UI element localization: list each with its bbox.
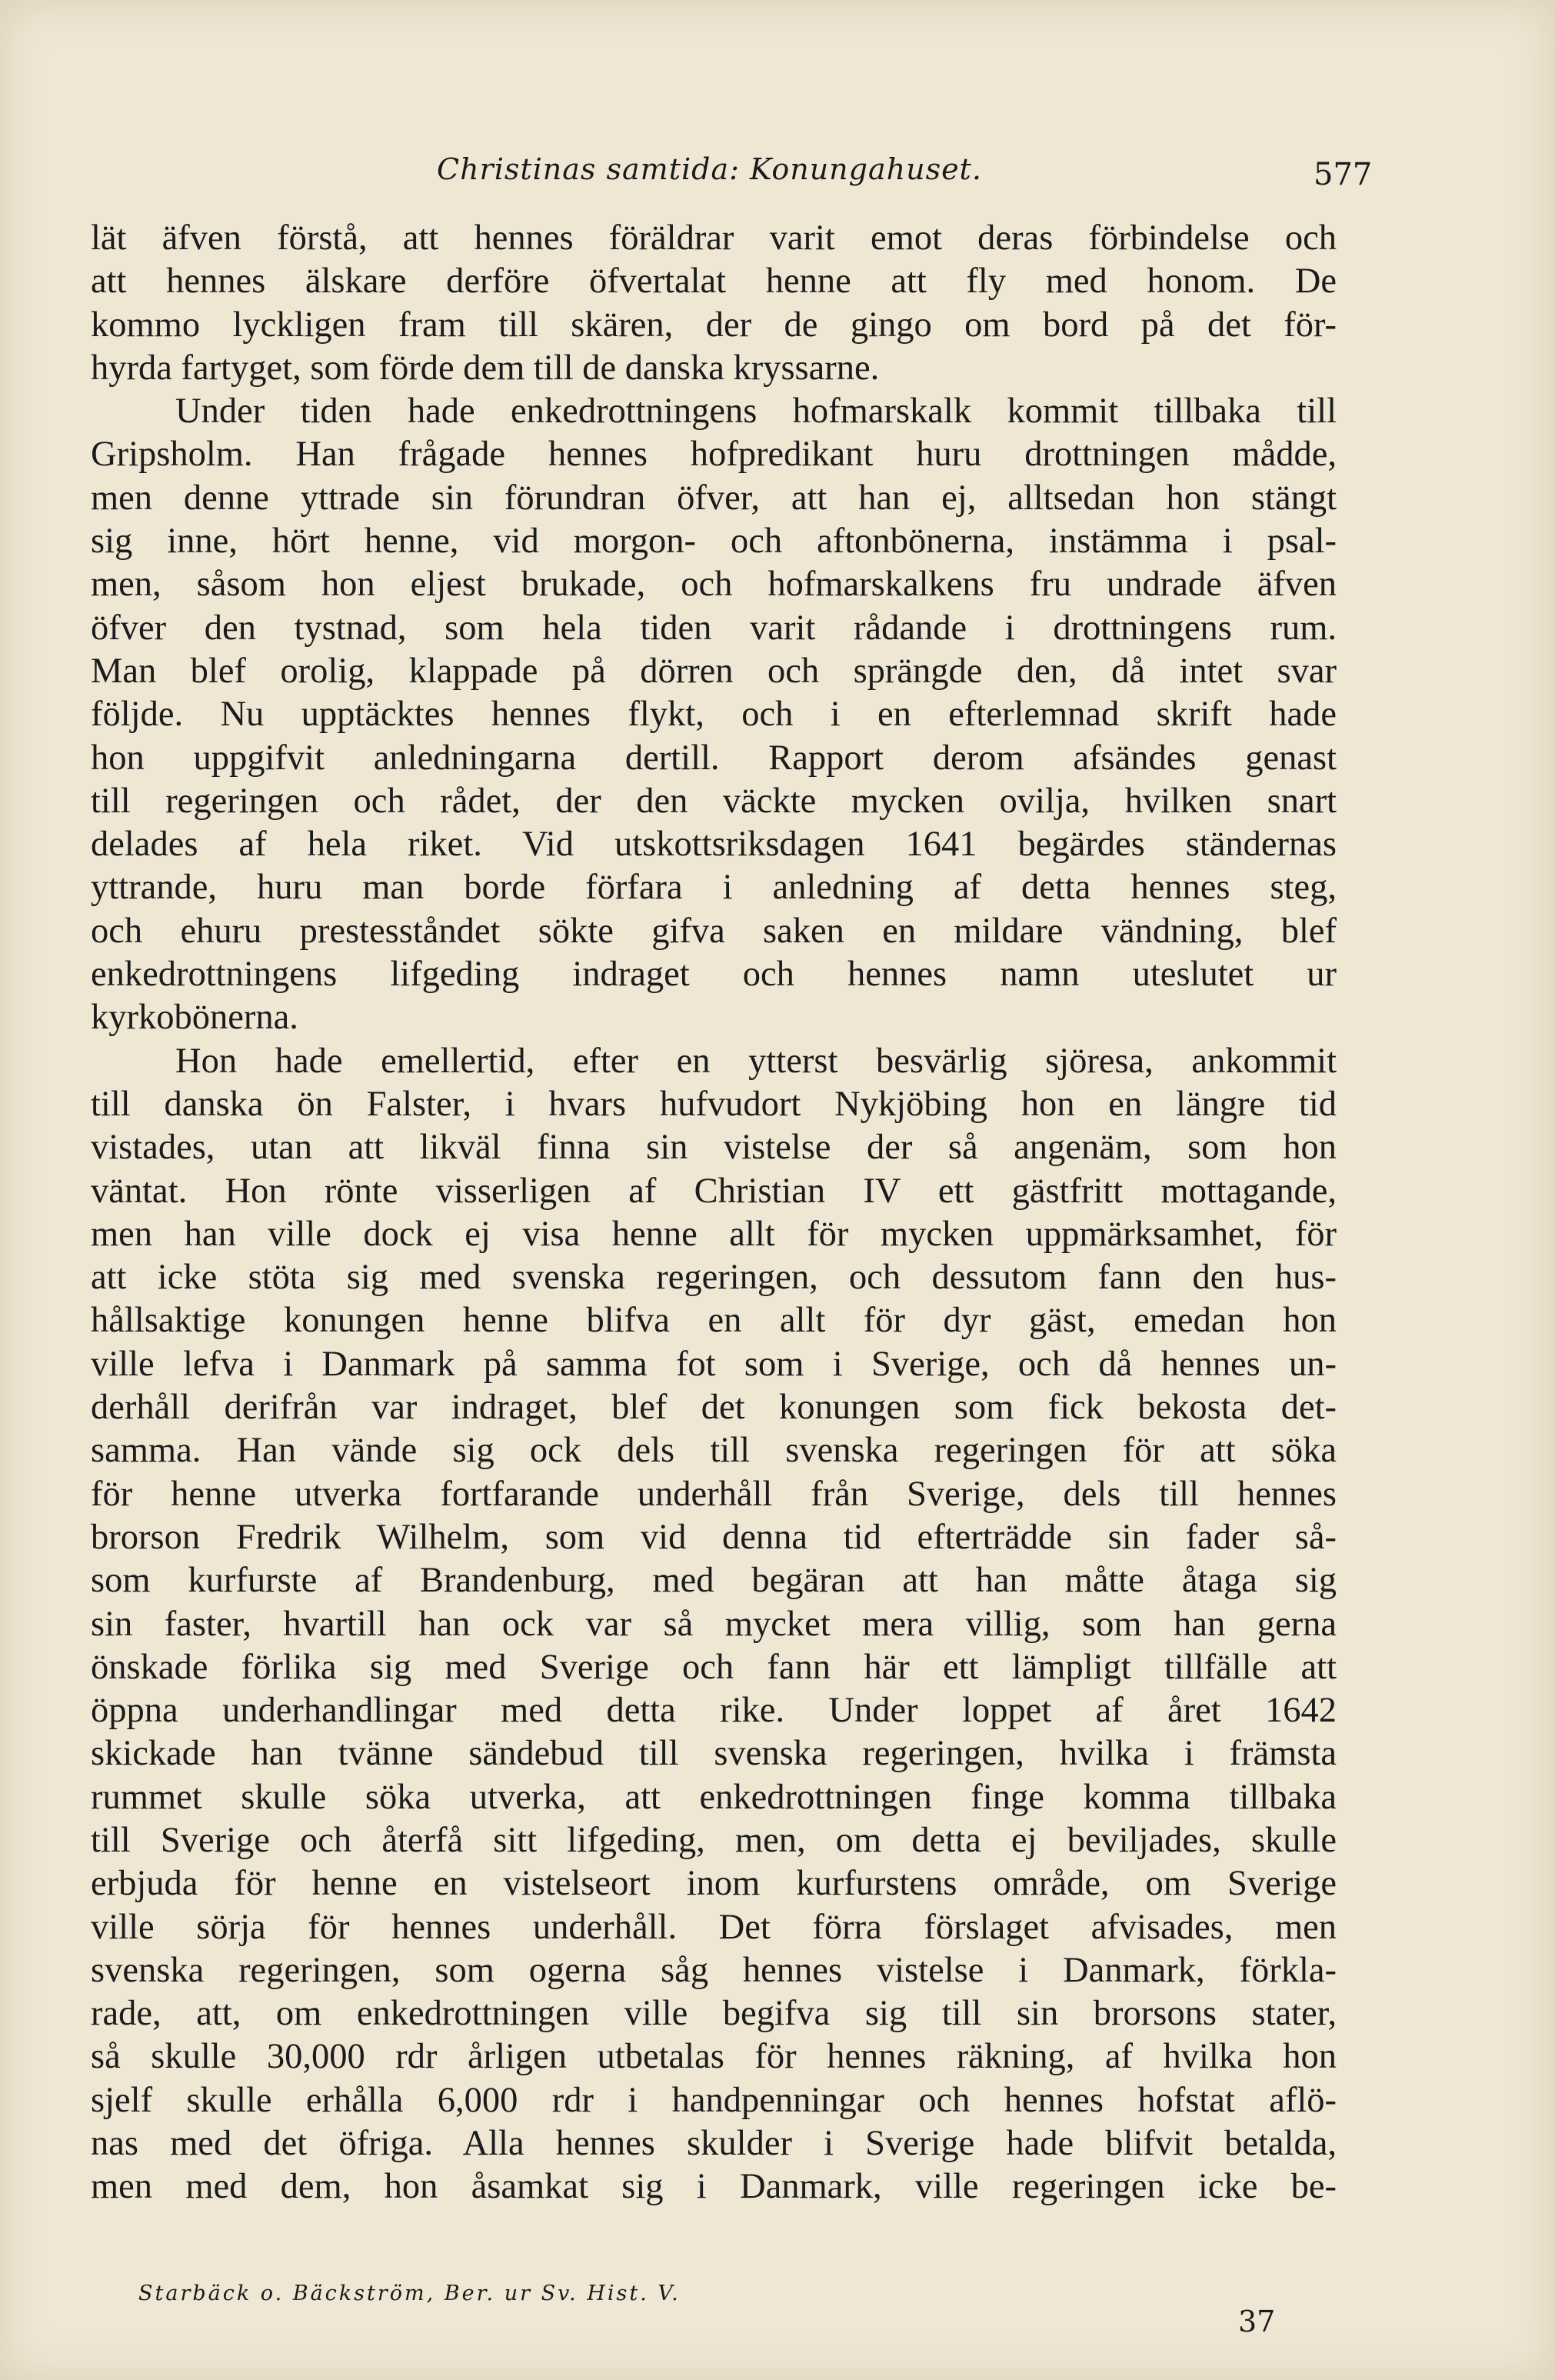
text-line: till Sverige och återfå sitt lifgeding, men, om detta ej beviljades, skulle [91, 1820, 1337, 1860]
text-line: men han ville dock ej visa henne allt för mycken uppmärksamhet, för [91, 1214, 1337, 1254]
text-line: Hon hade emellertid, efter en ytterst besvärlig sjöresa, ankommit [175, 1041, 1337, 1081]
text-line: hållsaktige konungen henne blifva en allt för dyr gäst, emedan hon [91, 1301, 1337, 1341]
text-line: rade, att, om enkedrottningen ville begifva sig till sin brorsons stater, [91, 1994, 1337, 2034]
text-line: delades af hela riket. Vid utskottsriksdagen 1641 begärdes ständernas [91, 825, 1337, 865]
text-line: Gripsholm. Han frågade hennes hofpredikant huru drottningen mådde, [91, 435, 1337, 475]
text-line: yttrande, huru man borde förfara i anledning af detta hennes steg, [91, 868, 1337, 908]
signature-mark: 37 [1238, 2305, 1276, 2338]
text-line: vistades, utan att likväl finna sin vistelse der så angenäm, som hon [91, 1128, 1337, 1168]
footer-reference: Starbäck o. Bäckström, Ber. ur Sv. Hist. V. [138, 2282, 681, 2305]
text-line: ville lefva i Danmark på samma fot som i Sverige, och då hennes un- [91, 1344, 1337, 1384]
text-line: följde. Nu upptäcktes hennes flykt, och i en efterlemnad skrift hade [91, 695, 1337, 735]
text-line: Man blef orolig, klappade på dörren och sprängde den, då intet svar [91, 651, 1337, 691]
text-line: att hennes älskare derföre öfvertalat henne att fly med honom. De [91, 262, 1337, 302]
page-footer [138, 2282, 1284, 2351]
text-line: till regeringen och rådet, der den väckte mycken ovilja, hvilken snart [91, 781, 1337, 821]
text-line: enkedrottningens lifgeding indraget och hennes namn uteslutet ur [91, 955, 1337, 995]
text-line: hon uppgifvit anledningarna dertill. Rapport derom afsändes genast [91, 738, 1337, 778]
text-line: väntat. Hon rönte visserligen af Christian IV ett gästfritt mottagande, [91, 1171, 1337, 1211]
text-line: för henne utverka fortfarande underhåll från Sverige, dels till hennes [91, 1474, 1337, 1514]
text-line: och ehuru prestesståndet sökte gifva saken en mildare vändning, blef [91, 911, 1337, 951]
text-line: önskade förlika sig med Sverige och fann här ett lämpligt tillfälle att [91, 1647, 1337, 1687]
text-line: erbjuda för henne en vistelseort inom kurfurstens område, om Sverige [91, 1864, 1337, 1904]
page-number: 577 [1314, 157, 1373, 192]
text-line: brorson Fredrik Wilhelm, som vid denna tid efterträdde sin fader så- [91, 1517, 1337, 1557]
text-line: ville sörja för hennes underhåll. Det förra förslaget afvisades, men [91, 1907, 1337, 1947]
text-line: kommo lyckligen fram till skären, der de gingo om bord på det för- [91, 305, 1337, 345]
text-line: Under tiden hade enkedrottningens hofmarskalk kommit tillbaka till [175, 392, 1337, 432]
text-line: sig inne, hört henne, vid morgon- och aftonbönerna, instämma i psal- [91, 522, 1337, 562]
text-line: så skulle 30,000 rdr årligen utbetalas för hennes räkning, af hvilka hon [91, 2037, 1337, 2077]
page-header [91, 152, 1373, 206]
text-line: nas med det öfriga. Alla hennes skulder i Sverige hade blifvit betalda, [91, 2124, 1337, 2164]
body-text [91, 217, 1337, 2209]
text-line: som kurfurste af Brandenburg, med begäran att han måtte åtaga sig [91, 1561, 1337, 1601]
text-line: sin faster, hvartill han ock var så mycket mera villig, som han gerna [91, 1604, 1337, 1644]
text-line: men med dem, hon åsamkat sig i Danmark, ville regeringen icke be- [91, 2167, 1337, 2207]
text-line: till danska ön Falster, i hvars hufvudort Nykjöbing hon en längre tid [91, 1084, 1337, 1124]
text-line: hyrda fartyget, som förde dem till de danska kryssarne. [91, 348, 880, 388]
text-line: kyrkobönerna. [91, 998, 298, 1038]
text-line: öfver den tystnad, som hela tiden varit rådande i drottningens rum. [91, 608, 1337, 648]
text-line: men, såsom hon eljest brukade, och hofmarskalkens fru undrade äfven [91, 565, 1337, 605]
text-line: men denne yttrade sin förundran öfver, att han ej, alltsedan hon stängt [91, 478, 1337, 518]
running-head: Christinas samtida: Konungahuset. [437, 152, 982, 186]
text-line: öppna underhandlingar med detta rike. Under loppet af året 1642 [91, 1691, 1337, 1731]
text-line: att icke stöta sig med svenska regeringen, och dessutom fann den hus- [91, 1258, 1337, 1298]
text-line: derhåll derifrån var indraget, blef det konungen som fick bekosta det- [91, 1388, 1337, 1428]
text-line: samma. Han vände sig ock dels till svenska regeringen för att söka [91, 1431, 1337, 1471]
text-line: svenska regeringen, som ogerna såg hennes vistelse i Danmark, förkla- [91, 1950, 1337, 1990]
text-line: rummet skulle söka utverka, att enkedrottningen finge komma tillbaka [91, 1777, 1337, 1817]
text-line: sjelf skulle erhålla 6,000 rdr i handpenningar och hennes hofstat aflö- [91, 2080, 1337, 2120]
text-line: lät äfven förstå, att hennes föräldrar varit emot deras förbindelse och [91, 218, 1337, 258]
text-line: skickade han tvänne sändebud till svenska regeringen, hvilka i främsta [91, 1734, 1337, 1774]
